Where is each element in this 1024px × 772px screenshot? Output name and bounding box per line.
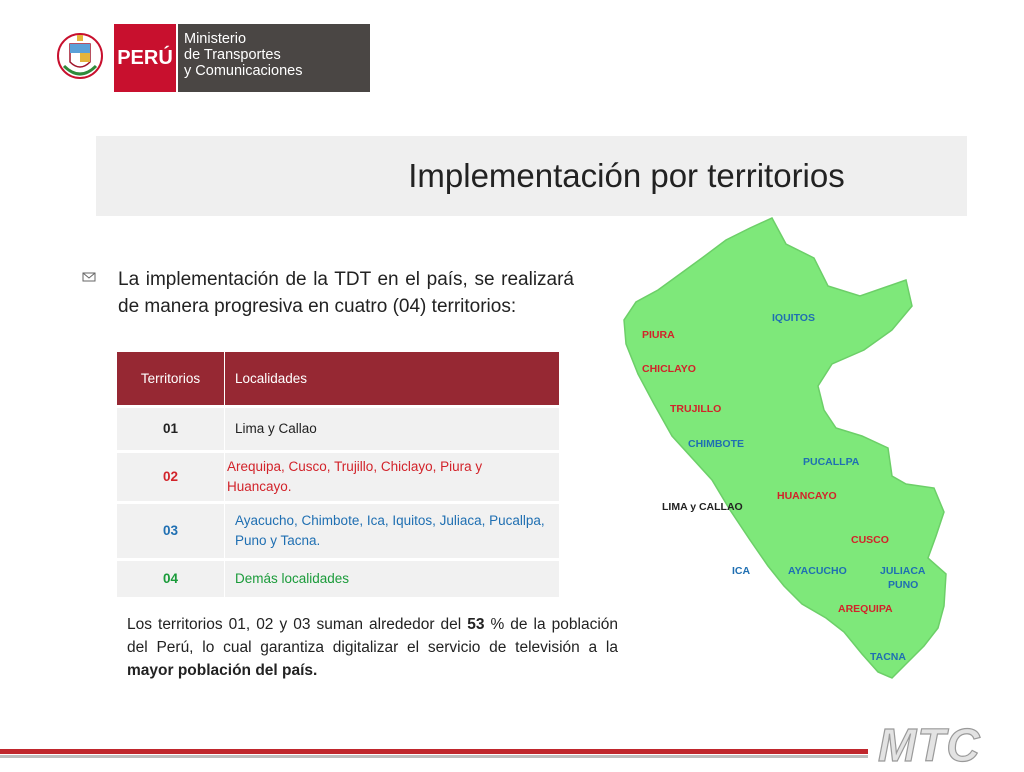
- map-label-trujillo: TRUJILLO: [670, 403, 722, 415]
- envelope-bullet-icon: [82, 272, 96, 282]
- map-label-chiclayo: CHICLAYO: [642, 363, 696, 375]
- header-localidades: Localidades: [225, 352, 560, 407]
- table-row: [117, 407, 560, 452]
- territory-number: 02: [117, 452, 225, 503]
- map-label-lima: LIMA y CALLAO: [662, 501, 743, 513]
- table-row: [117, 452, 560, 503]
- title-banner: [96, 136, 967, 216]
- conclusion-part-2: % de la población del Perú, lo cual garantiza digitalizar el servicio de televisión a la: [127, 616, 619, 656]
- mtc-brand-logo: MTC: [878, 719, 981, 771]
- table-header-row: [117, 352, 560, 407]
- conclusion-text: [127, 613, 618, 682]
- country-label: PERÚ: [114, 24, 176, 92]
- map-label-arequipa: AREQUIPA: [838, 603, 893, 615]
- header-territorios: Territorios: [117, 352, 225, 407]
- map-label-iquitos: IQUITOS: [772, 312, 815, 324]
- ministry-name: [176, 24, 370, 92]
- ministry-line-2: de Transportes: [184, 47, 281, 63]
- conclusion-emphasis: mayor población del país.: [127, 662, 318, 679]
- territory-localities: Demás localidades: [225, 560, 560, 598]
- ministry-line-3: y Comunicaciones: [184, 63, 303, 79]
- peru-map: [600, 214, 960, 684]
- territory-number: 03: [117, 503, 225, 560]
- territory-number: 04: [117, 560, 225, 598]
- map-label-puno: PUNO: [888, 579, 919, 591]
- map-label-tacna: TACNA: [870, 651, 906, 663]
- map-label-juliaca: JULIACA: [880, 565, 926, 577]
- percent-value: 53: [467, 616, 485, 633]
- map-label-cusco: CUSCO: [851, 534, 889, 546]
- map-label-pucallpa: PUCALLPA: [803, 456, 860, 468]
- map-label-ayacucho: AYACUCHO: [788, 565, 847, 577]
- table-row: [117, 503, 560, 560]
- footer-red-line: [0, 749, 868, 754]
- map-label-piura: PIURA: [642, 329, 675, 341]
- peru-map-shape: [624, 218, 946, 678]
- map-label-huancayo: HUANCAYO: [777, 490, 837, 502]
- territories-table: [117, 352, 560, 597]
- territory-localities: Lima y Callao: [225, 407, 560, 452]
- footer-gray-line: [0, 755, 868, 758]
- intro-text: La implementación de la TDT en el país, se realizará de manera progresiva en cuatro (04) territorios:: [118, 269, 574, 317]
- territory-number: 01: [117, 407, 225, 452]
- territory-localities: Ayacucho, Chimbote, Ica, Iquitos, Juliaca, Pucallpa, Puno y Tacna.: [225, 503, 560, 560]
- slide-title: Implementación por territorios: [408, 157, 845, 194]
- map-label-ica: ICA: [732, 565, 751, 577]
- territory-localities: Arequipa, Cusco, Trujillo, Chiclayo, Piura y Huancayo.: [225, 452, 560, 503]
- ministry-line-1: Ministerio: [184, 31, 247, 47]
- conclusion-part-1: Los territorios 01, 02 y 03 suman alrededor del: [127, 616, 468, 633]
- map-label-chimbote: CHIMBOTE: [688, 438, 744, 450]
- table-row: [117, 560, 560, 598]
- coat-of-arms-icon: [54, 24, 106, 92]
- ministry-logo: [54, 24, 370, 92]
